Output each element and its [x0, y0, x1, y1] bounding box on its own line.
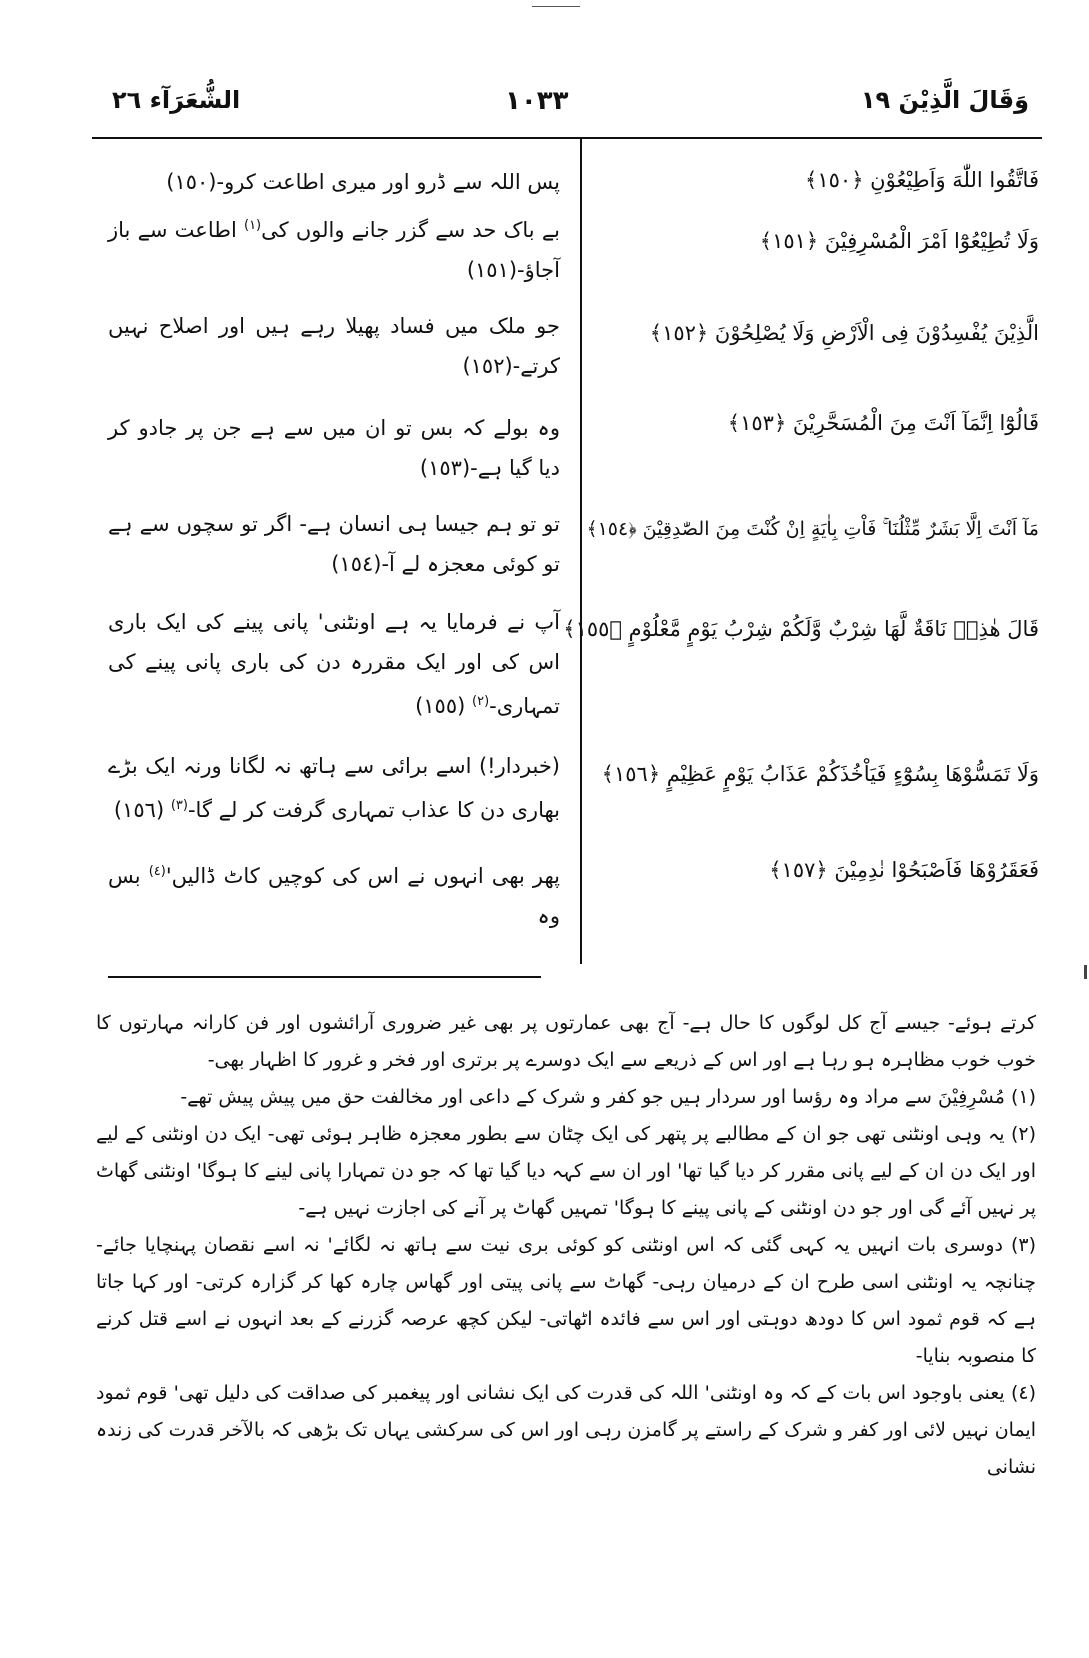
urdu-translation-152: جو ملک میں فساد پھیلا رہے ہیں اور اصلاح نہیں کرتے-(١٥٢) — [108, 314, 560, 378]
para-title: وَقَالَ الَّذِیْنَ ١٩ — [860, 86, 1029, 114]
footnotes — [96, 1005, 1036, 1486]
arabic-verse-154: مَآ اَنْتَ اِلَّا بَشَرٌ مِّثْلُنَا ۚ فَاْتِ بِاٰیَةٍ اِنْ كُنْتَ مِنَ الصّٰدِقِیْنَ ﴿١٥٤﴾ — [586, 518, 1039, 540]
edge-mark — [1084, 965, 1087, 979]
footnote-3: (٣) دوسری بات انہیں یہ کہی گئی کہ اس اونٹنی کو کوئی بری نیت سے ہاتھ نہ لگائے' نہ اسے نقصان پہنچایا جائے- چنانچہ یہ اونٹنی اسی طرح ان کے درمیان رہی- گھاٹ سے پانی پیتی اور گھاس چارہ کھا کر گزارہ کرتی- اور کہا جاتا ہے کہ قوم ثمود اس کا دودھ دوہتی اور اس سے فائدہ اٹھاتی- لیکن کچھ عرصہ گزرنے کے بعد انہوں نے اسے قتل کرنے کا منصوبہ بنایا- — [96, 1234, 1036, 1367]
column-divider — [580, 138, 582, 964]
footnote-rule — [108, 976, 541, 978]
urdu-translation-150: پس اللہ سے ڈرو اور میری اطاعت کرو-(١٥٠) — [166, 170, 560, 194]
footnote-ref-4: (٤) — [148, 864, 166, 879]
arabic-verse-153: قَالُوْٓا اِنَّمَآ اَنْتَ مِنَ الْمُسَحَّرِیْنَ ﴿١٥٣﴾ — [727, 411, 1039, 435]
footnote-2: (٢) یہ وہی اونٹنی تھی جو ان کے مطالبے پر پتھر کی ایک چٹان سے بطور معجزہ ظاہر ہوئی تھی- ایک دن اونٹنی کے لیے اور ایک دن ان کے لیے پانی مقرر کر دیا گیا تھا' اور ان سے کہہ دیا گیا تھا کہ جو دن تمہارا پانی لینے کا ہوگا' اونٹنی گھاٹ پر نہیں آئے گی اور جو دن اونٹنی کے پانی پینے کا ہوگا' تمہیں گھاٹ پر آنے کی اجازت نہیں ہے- — [96, 1123, 1036, 1219]
arabic-verse-151: وَلَا تُطِیْعُوْٓا اَمْرَ الْمُسْرِفِیْنَ ﴿١٥١﴾ — [759, 229, 1039, 253]
arabic-verse-156: وَلَا تَمَسُّوْهَا بِسُوْٓءٍ فَیَاْخُذَكُمْ عَذَابُ یَوْمٍ عَظِیْمٍ ﴿١٥٦﴾ — [601, 762, 1039, 786]
top-divider — [532, 6, 580, 7]
footnote-1: (١) مُسْرِفِیْنَ سے مراد وہ رؤسا اور سردار ہیں جو کفر و شرک کے داعی اور مخالفت حق میں پیش پیش تھے- — [180, 1086, 1036, 1108]
footnote-4: (٤) یعنی باوجود اس بات کے کہ وہ اونٹنی' اللہ کی قدرت کی ایک نشانی اور پیغمبر کی صداقت کی دلیل تھی' قوم ثمود ایمان نہیں لائی اور کفر و شرک کے راستے پر گامزن رہی اور اس کی سرکشی یہاں تک بڑھی کہ بالآخر قدرت کی زندہ نشانی — [96, 1382, 1036, 1478]
header-rule — [92, 137, 1042, 139]
urdu-translation-153: وہ بولے کہ بس تو ان میں سے ہے جن پر جادو کر دیا گیا ہے-(١٥٣) — [108, 416, 560, 480]
footnote-ref-3: (٣) — [170, 798, 188, 813]
surah-title: الشُّعَرَآء ٢٦ — [112, 86, 241, 114]
page-number: ١٠٣٣ — [505, 86, 569, 116]
urdu-translation-157: پھر بھی انہوں نے اس کی کوچیں کاٹ $ڈالیں'^{(٤)}$ بس وہ — [108, 864, 560, 928]
footnote-ref-2: (٢) — [472, 694, 490, 709]
urdu-translation-154: تو تو ہم جیسا ہی انسان ہے- اگر تو سچوں سے ہے تو کوئی معجزہ لے آ-(١٥٤) — [108, 512, 560, 576]
footnote-continuation: کرتے ہوئے- جیسے آج کل لوگوں کا حال ہے- آج بھی عمارتوں پر بھی غیر ضروری آرائشوں اور فن کارانہ مہارتوں کا خوب خوب مظاہرہ ہو رہا ہے اور اس کے ذریعے سے ایک دوسرے پر برتری اور فخر و غرور کا اظہار بھی- — [96, 1012, 1036, 1071]
footnote-ref-1: (١) — [243, 218, 262, 233]
urdu-translation-156: (خبردار!) اسے برائی سے ہاتھ نہ لگانا ورنہ ایک بڑے بھاری دن کا عذاب تمہاری گرفت کر لے گا-$^{(٣)}$ (١٥٦) — [108, 754, 560, 822]
arabic-verse-155: قَالَ هٰذِهٖ نَاقَةٌ لَّهَا شِرْبٌ وَّلَكُمْ شِرْبُ یَوْمٍ مَّعْلُوْمٍ ﴿١٥٥﴾ — [563, 617, 1039, 641]
urdu-translation-155: آپ نے فرمایا یہ ہے اونٹنی' پانی پینے کی ایک باری اس کی اور ایک مقررہ دن کی باری پانی پینے کی تمہاری-$^{(٢)}$ (١٥٥) — [108, 610, 560, 718]
urdu-translation-151: بے باک حد سے گزر جانے والوں کی$^{(١)}$ اطاعت سے باز آجاؤ-(١٥١) — [108, 218, 560, 282]
arabic-verse-152: الَّذِیْنَ یُفْسِدُوْنَ فِی الْاَرْضِ وَلَا یُصْلِحُوْنَ ﴿١٥٢﴾ — [649, 321, 1039, 345]
arabic-verse-157: فَعَقَرُوْهَا فَاَصْبَحُوْا نٰدِمِیْنَ ﴿١٥٧﴾ — [769, 858, 1039, 882]
arabic-verse-150: فَاتَّقُوا اللّٰهَ وَاَطِیْعُوْنِ ﴿١٥٠﴾ — [805, 168, 1039, 192]
